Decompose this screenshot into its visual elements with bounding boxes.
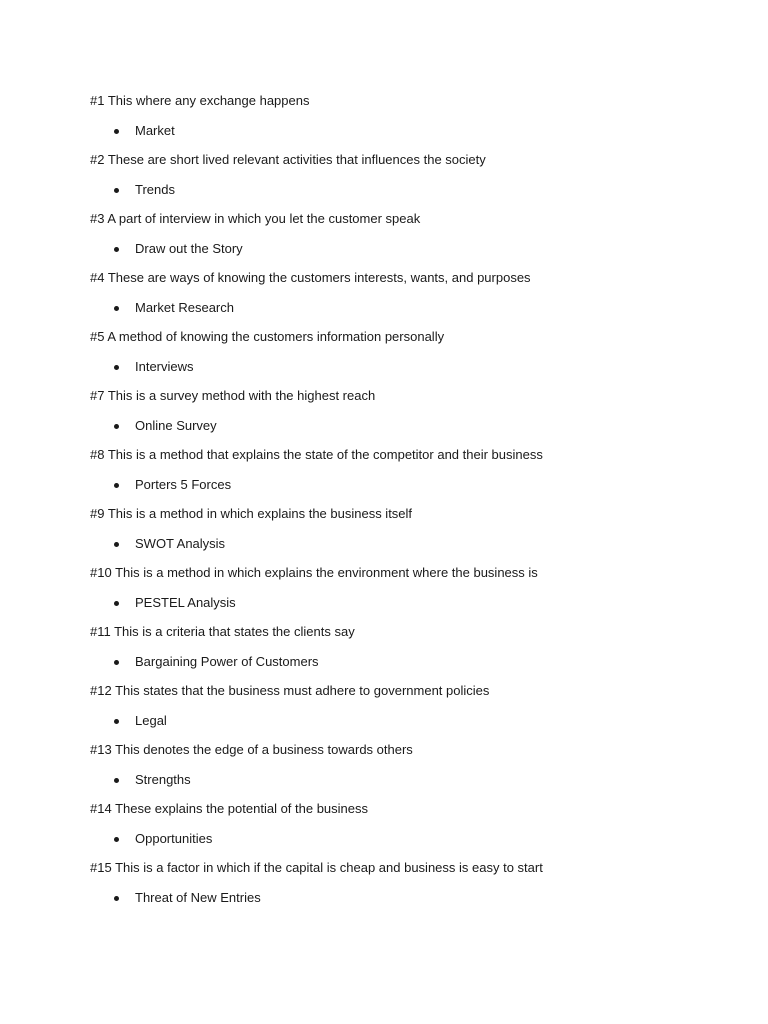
answer-bullet — [90, 418, 690, 434]
question-text: #5 A method of knowing the customers information personally — [90, 329, 445, 344]
bullet-icon — [114, 483, 119, 488]
bullet-icon — [114, 129, 119, 134]
bullet-icon — [114, 247, 119, 252]
question-text: #7 This is a survey method with the highest reach — [90, 388, 376, 403]
question-text: #13 This denotes the edge of a business towards others — [90, 742, 413, 757]
bullet-icon — [114, 601, 119, 606]
qa-item — [90, 624, 690, 670]
qa-item — [90, 388, 690, 434]
bullet-icon — [114, 660, 119, 665]
answer-text: Online Survey — [135, 418, 217, 433]
qa-item — [90, 742, 690, 788]
question-text: #15 This is a factor in which if the capital is cheap and business is easy to start — [90, 860, 543, 875]
answer-text: PESTEL Analysis — [135, 595, 236, 610]
answer-bullet — [90, 595, 690, 611]
bullet-icon — [114, 896, 119, 901]
bullet-icon — [114, 188, 119, 193]
question-text: #11 This is a criteria that states the clients say — [90, 624, 355, 639]
answer-bullet — [90, 359, 690, 375]
qa-item — [90, 447, 690, 493]
bullet-icon — [114, 778, 119, 783]
answer-bullet — [90, 772, 690, 788]
question-text: #2 These are short lived relevant activities that influences the society — [90, 152, 486, 167]
answer-text: Draw out the Story — [135, 241, 243, 256]
answer-text: Opportunities — [135, 831, 213, 846]
bullet-icon — [114, 837, 119, 842]
answer-text: Legal — [135, 713, 167, 728]
question-text: #1 This where any exchange happens — [90, 93, 310, 108]
answer-text: Strengths — [135, 772, 191, 787]
answer-bullet — [90, 831, 690, 847]
answer-bullet — [90, 182, 690, 198]
answer-bullet — [90, 890, 690, 906]
question-text: #10 This is a method in which explains the environment where the business is — [90, 565, 538, 580]
question-text: #14 These explains the potential of the business — [90, 801, 369, 816]
qa-item — [90, 93, 690, 139]
answer-bullet — [90, 477, 690, 493]
bullet-icon — [114, 719, 119, 724]
qa-item — [90, 329, 690, 375]
question-text: #3 A part of interview in which you let the customer speak — [90, 211, 421, 226]
question-answer-list — [90, 93, 690, 919]
question-text: #12 This states that the business must adhere to government policies — [90, 683, 490, 698]
answer-bullet — [90, 654, 690, 670]
answer-text: Interviews — [135, 359, 194, 374]
bullet-icon — [114, 542, 119, 547]
qa-item — [90, 211, 690, 257]
qa-item — [90, 860, 690, 906]
answer-text: Market Research — [135, 300, 234, 315]
question-text: #9 This is a method in which explains the business itself — [90, 506, 413, 521]
bullet-icon — [114, 306, 119, 311]
answer-bullet — [90, 241, 690, 257]
answer-bullet — [90, 300, 690, 316]
qa-item — [90, 270, 690, 316]
qa-item — [90, 683, 690, 729]
qa-item — [90, 801, 690, 847]
answer-bullet — [90, 123, 690, 139]
answer-text: Threat of New Entries — [135, 890, 261, 905]
answer-bullet — [90, 713, 690, 729]
qa-item — [90, 506, 690, 552]
bullet-icon — [114, 365, 119, 370]
qa-item — [90, 565, 690, 611]
answer-text: Bargaining Power of Customers — [135, 654, 319, 669]
question-text: #4 These are ways of knowing the customers interests, wants, and purposes — [90, 270, 531, 285]
question-text: #8 This is a method that explains the state of the competitor and their business — [90, 447, 543, 462]
answer-bullet — [90, 536, 690, 552]
qa-item — [90, 152, 690, 198]
answer-text: Porters 5 Forces — [135, 477, 232, 492]
bullet-icon — [114, 424, 119, 429]
answer-text: SWOT Analysis — [135, 536, 226, 551]
answer-text: Trends — [135, 182, 175, 197]
answer-text: Market — [135, 123, 175, 138]
